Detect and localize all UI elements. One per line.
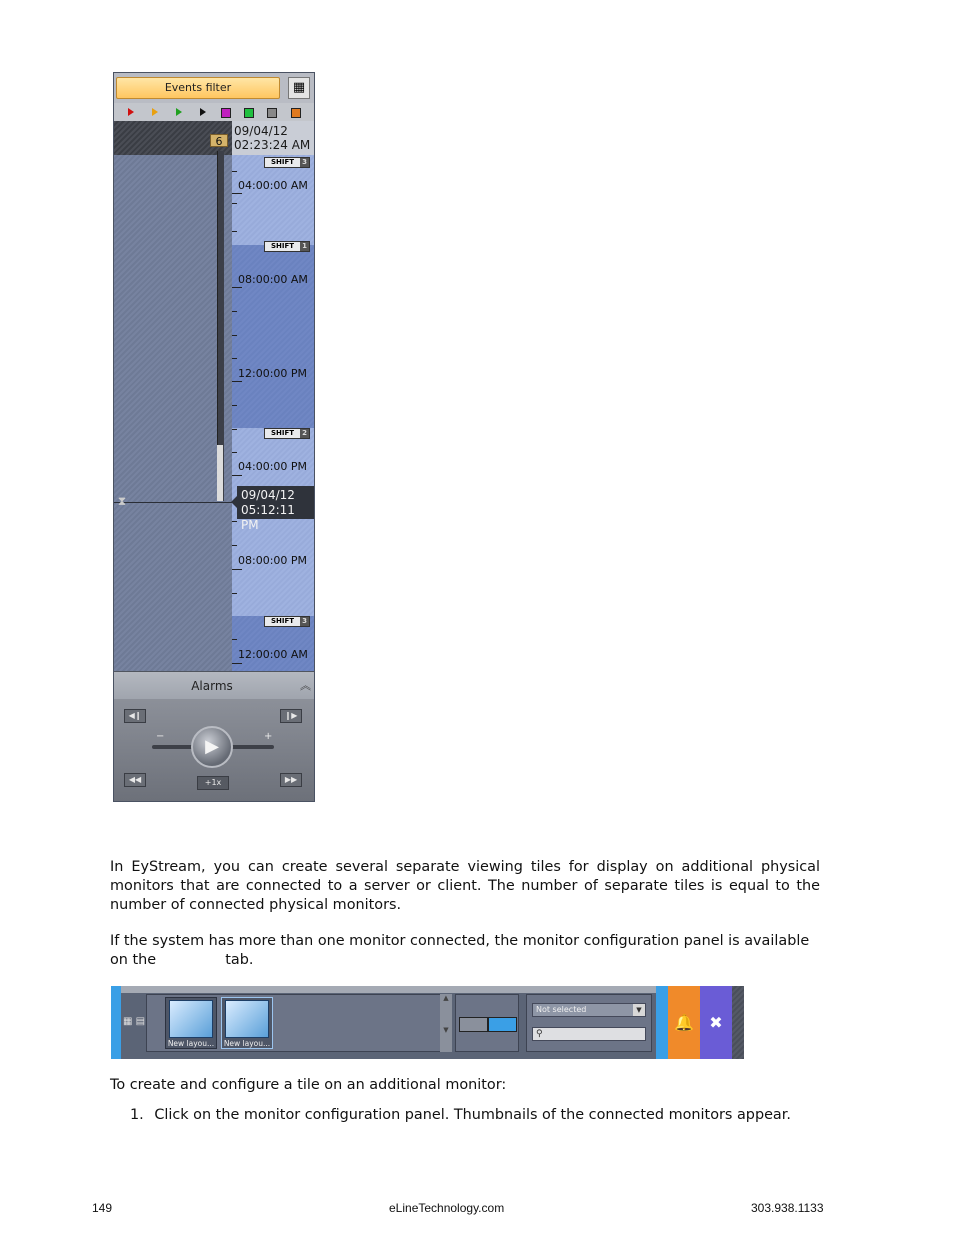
current-date: 09/04/12: [241, 488, 295, 502]
footer-phone: 303.938.1133: [751, 1201, 824, 1215]
event-camera-icon[interactable]: [243, 107, 253, 117]
monitor-thumbnail[interactable]: [459, 1017, 488, 1032]
minor-tick: [232, 171, 237, 172]
minor-tick: [232, 521, 237, 522]
ruler-start-date: 09/04/12: [234, 124, 288, 138]
play-icon[interactable]: ▶: [191, 726, 233, 768]
event-red-icon[interactable]: [126, 107, 136, 117]
search-input[interactable]: [532, 1027, 646, 1041]
calendar-icon[interactable]: ▦: [288, 77, 310, 99]
shift-label: SHIFT: [271, 158, 295, 166]
step-text: Click on the monitor configuration panel. Thumbnails of the connected monitors appear.: [154, 1107, 791, 1123]
current-time-box: [237, 486, 314, 532]
minor-tick: [232, 639, 237, 640]
alarms-label: Alarms: [191, 679, 233, 693]
monitor-configuration-panel[interactable]: [455, 994, 519, 1052]
timeline-scroll-thumb[interactable]: [217, 445, 223, 501]
bell-icon[interactable]: 🔔: [668, 986, 700, 1059]
timeline-panel: [113, 72, 315, 802]
major-tick: [232, 663, 242, 664]
event-count-marker: 6: [210, 134, 228, 147]
layout-thumbnail[interactable]: [165, 997, 217, 1049]
shift-band: [232, 155, 314, 245]
toolbar-divider-strip: [656, 986, 668, 1059]
minor-tick: [232, 203, 237, 204]
shift-tag: [264, 157, 310, 168]
minor-tick: [232, 405, 237, 406]
page-number: 149: [92, 1201, 113, 1215]
tick-label: 08:00:00 PM: [238, 554, 308, 567]
shift-label: SHIFT: [271, 429, 295, 437]
tick-label: 12:00:00 AM: [238, 648, 308, 661]
layout-grid-icon[interactable]: ▦ ▤: [123, 1016, 146, 1027]
minor-tick: [232, 358, 237, 359]
chevron-down-icon[interactable]: ▼: [633, 1004, 645, 1016]
event-audio-icon[interactable]: [266, 107, 276, 117]
layout-preview: [169, 1000, 213, 1038]
tick-label: 04:00:00 PM: [238, 460, 308, 473]
thumbnail-scrollbar[interactable]: ▲ ▼: [440, 994, 452, 1052]
footer-website: eLineTechnology.com: [389, 1201, 505, 1215]
rewind-icon[interactable]: ◀◀: [124, 773, 146, 787]
shift-label: SHIFT: [271, 242, 295, 250]
toolbar-top-strip: [121, 986, 744, 993]
monitor-select-value: Not selected: [536, 1005, 587, 1014]
major-tick: [232, 193, 242, 194]
step-back-icon[interactable]: ◀❙: [124, 709, 146, 723]
shift-number: 2: [300, 429, 309, 438]
events-filter-button[interactable]: Events filter: [116, 77, 280, 99]
layout-thumbnail[interactable]: [221, 997, 273, 1049]
timeline-left-area: [114, 121, 232, 671]
speed-button[interactable]: +1x: [197, 776, 229, 790]
toolbar-right-scroll[interactable]: [732, 986, 744, 1059]
paragraph-steps-intro: To create and configure a tile on an additional monitor:: [110, 1077, 507, 1093]
shift-tag: [264, 428, 310, 439]
layout-caption: New layou...: [167, 1039, 215, 1048]
tick-label: 08:00:00 AM: [238, 273, 308, 286]
selection-area: [526, 994, 652, 1052]
drag-handle-icon[interactable]: ⧗: [117, 494, 127, 508]
toolbar-left-strip: [111, 986, 121, 1059]
shift-number: 3: [300, 158, 309, 167]
layout-preview: [225, 1000, 269, 1038]
minor-tick: [232, 545, 237, 546]
event-type-filters: [114, 103, 314, 121]
paragraph-availability-tab: tab.: [225, 952, 254, 968]
major-tick: [232, 569, 242, 570]
minor-tick: [232, 452, 237, 453]
shift-tag: [264, 616, 310, 627]
major-tick: [232, 287, 242, 288]
chevron-up-icon[interactable]: ︽: [300, 679, 311, 692]
ruler-start-time: 02:23:24 AM: [234, 138, 311, 152]
event-black-icon[interactable]: [198, 107, 208, 117]
paragraph-availability: [110, 932, 820, 970]
speed-minus: −: [156, 731, 165, 742]
tick-label: 04:00:00 AM: [238, 179, 308, 192]
layout-toolbar: [111, 986, 744, 1059]
step-forward-icon[interactable]: ❙▶: [280, 709, 302, 723]
shift-label: SHIFT: [271, 617, 295, 625]
monitor-thumbnail[interactable]: [488, 1017, 517, 1032]
speed-plus: +: [264, 731, 273, 742]
event-orange-icon[interactable]: [150, 107, 160, 117]
step-number: 1.: [130, 1107, 144, 1123]
current-time: 05:12:11 PM: [241, 503, 295, 532]
minor-tick: [232, 311, 237, 312]
fast-forward-icon[interactable]: ▶▶: [280, 773, 302, 787]
layout-caption: New layou...: [223, 1039, 271, 1048]
major-tick: [232, 381, 242, 382]
shift-tag: [264, 241, 310, 252]
monitor-select[interactable]: [532, 1003, 646, 1017]
tools-icon[interactable]: ✖: [700, 986, 732, 1059]
event-green-icon[interactable]: [174, 107, 184, 117]
layout-thumbnails: [146, 994, 442, 1052]
major-tick: [232, 475, 242, 476]
shift-number: 3: [300, 617, 309, 626]
search-icon: ⚲: [536, 1029, 543, 1039]
step-1: [130, 1106, 850, 1125]
event-input-icon[interactable]: [290, 107, 300, 117]
tick-label: 12:00:00 PM: [238, 367, 308, 380]
paragraph-availability-text: If the system has more than one monitor connected, the monitor configuration panel is available on the: [110, 933, 810, 968]
minor-tick: [232, 429, 237, 430]
event-magenta-icon[interactable]: [220, 107, 230, 117]
minor-tick: [232, 231, 237, 232]
shift-number: 1: [300, 242, 309, 251]
minor-tick: [232, 593, 237, 594]
minor-tick: [232, 335, 237, 336]
paragraph-intro: In EyStream, you can create several separate viewing tiles for display on additional physical monitors that are connected to a server or client. The number of separate tiles is equal to the number of connected physical monitors.: [110, 859, 820, 913]
